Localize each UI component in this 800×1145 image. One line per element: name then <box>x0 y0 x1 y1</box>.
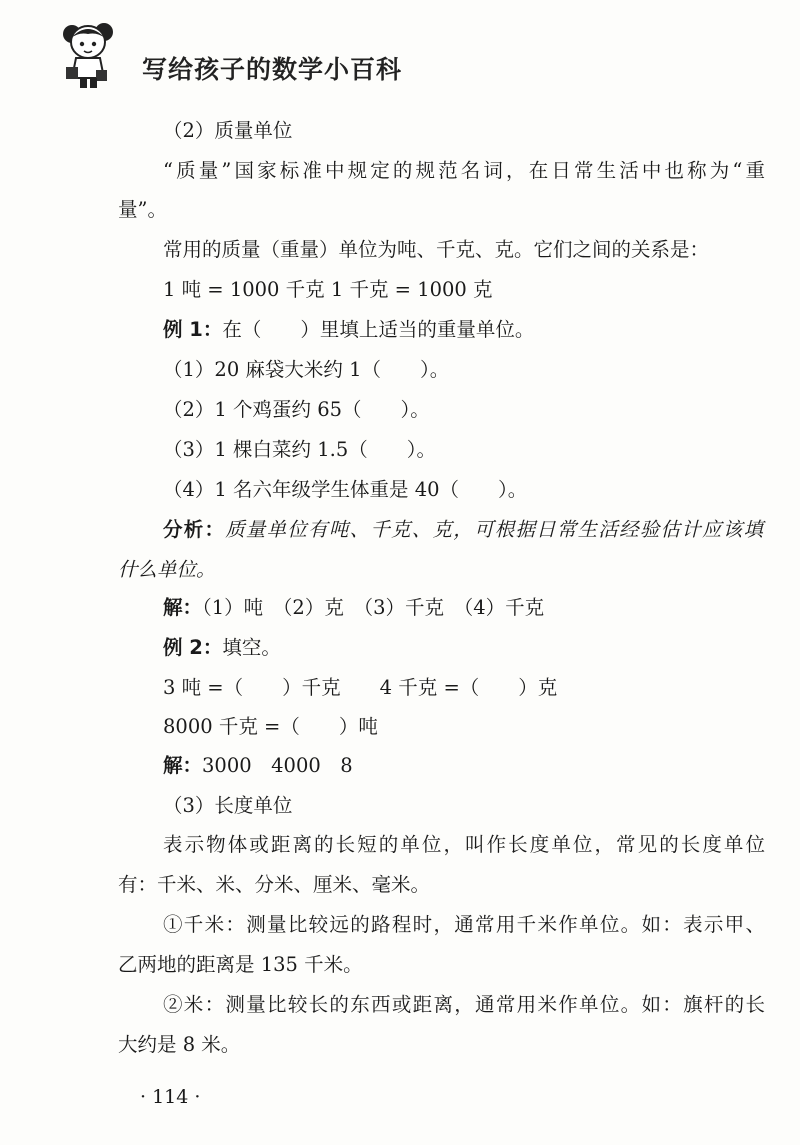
page-header <box>42 12 762 92</box>
example-line: 例 2：填空。 <box>163 636 281 659</box>
text-line: 常用的质量（重量）单位为吨、千克、克。它们之间的关系是： <box>163 238 710 261</box>
text-line: （3）1 棵白菜约 1.5（ ）。 <box>163 438 436 461</box>
text-line: （1）20 麻袋大米约 1（ ）。 <box>163 358 450 381</box>
text-line: 乙两地的距离是 135 千米。 <box>118 953 363 976</box>
text-line: 大约是 8 米。 <box>118 1033 241 1056</box>
text-line: （2）1 个鸡蛋约 65（ ）。 <box>163 398 430 421</box>
text-line: 表示物体或距离的长短的单位，叫作长度单位，常见的长度单位 <box>163 833 765 856</box>
header-title: 写给孩子的数学小百科 <box>142 55 403 84</box>
text-line: 有：千米、米、分米、厘米、毫米。 <box>118 873 431 896</box>
text-line: 3 吨 =（ ）千克 4 千克 =（ ）克 <box>163 676 558 699</box>
text-line: （4）1 名六年级学生体重是 40（ ）。 <box>163 478 528 501</box>
text-line: ②米：测量比较长的东西或距离，通常用米作单位。如：旗杆的长 <box>163 993 765 1016</box>
text-line: （3）长度单位 <box>163 794 293 817</box>
example-line: 例 1：在（ ）里填上适当的重量单位。 <box>163 318 535 341</box>
text-line: 1 吨 = 1000 千克 1 千克 = 1000 克 <box>163 278 493 301</box>
page-number: · 114 · <box>140 1086 201 1108</box>
analysis-line: 分析：质量单位有吨、千克、克，可根据日常生活经验估计应该填 <box>163 518 763 541</box>
girl-mascot-icon <box>42 12 137 90</box>
text-line: 量”。 <box>118 198 167 221</box>
text-line: “质量”国家标准中规定的规范名词，在日常生活中也称为“重 <box>163 159 765 182</box>
analysis-line: 什么单位。 <box>118 558 216 581</box>
text-line: 8000 千克 =（ ）吨 <box>163 715 378 738</box>
text-line: （2）质量单位 <box>163 119 293 142</box>
text-line: ①千米：测量比较远的路程时，通常用千米作单位。如：表示甲、 <box>163 913 765 936</box>
solution-line: 解：3000 4000 8 <box>163 754 353 777</box>
solution-line: 解：（1）吨 （2）克 （3）千克 （4）千克 <box>163 596 545 619</box>
